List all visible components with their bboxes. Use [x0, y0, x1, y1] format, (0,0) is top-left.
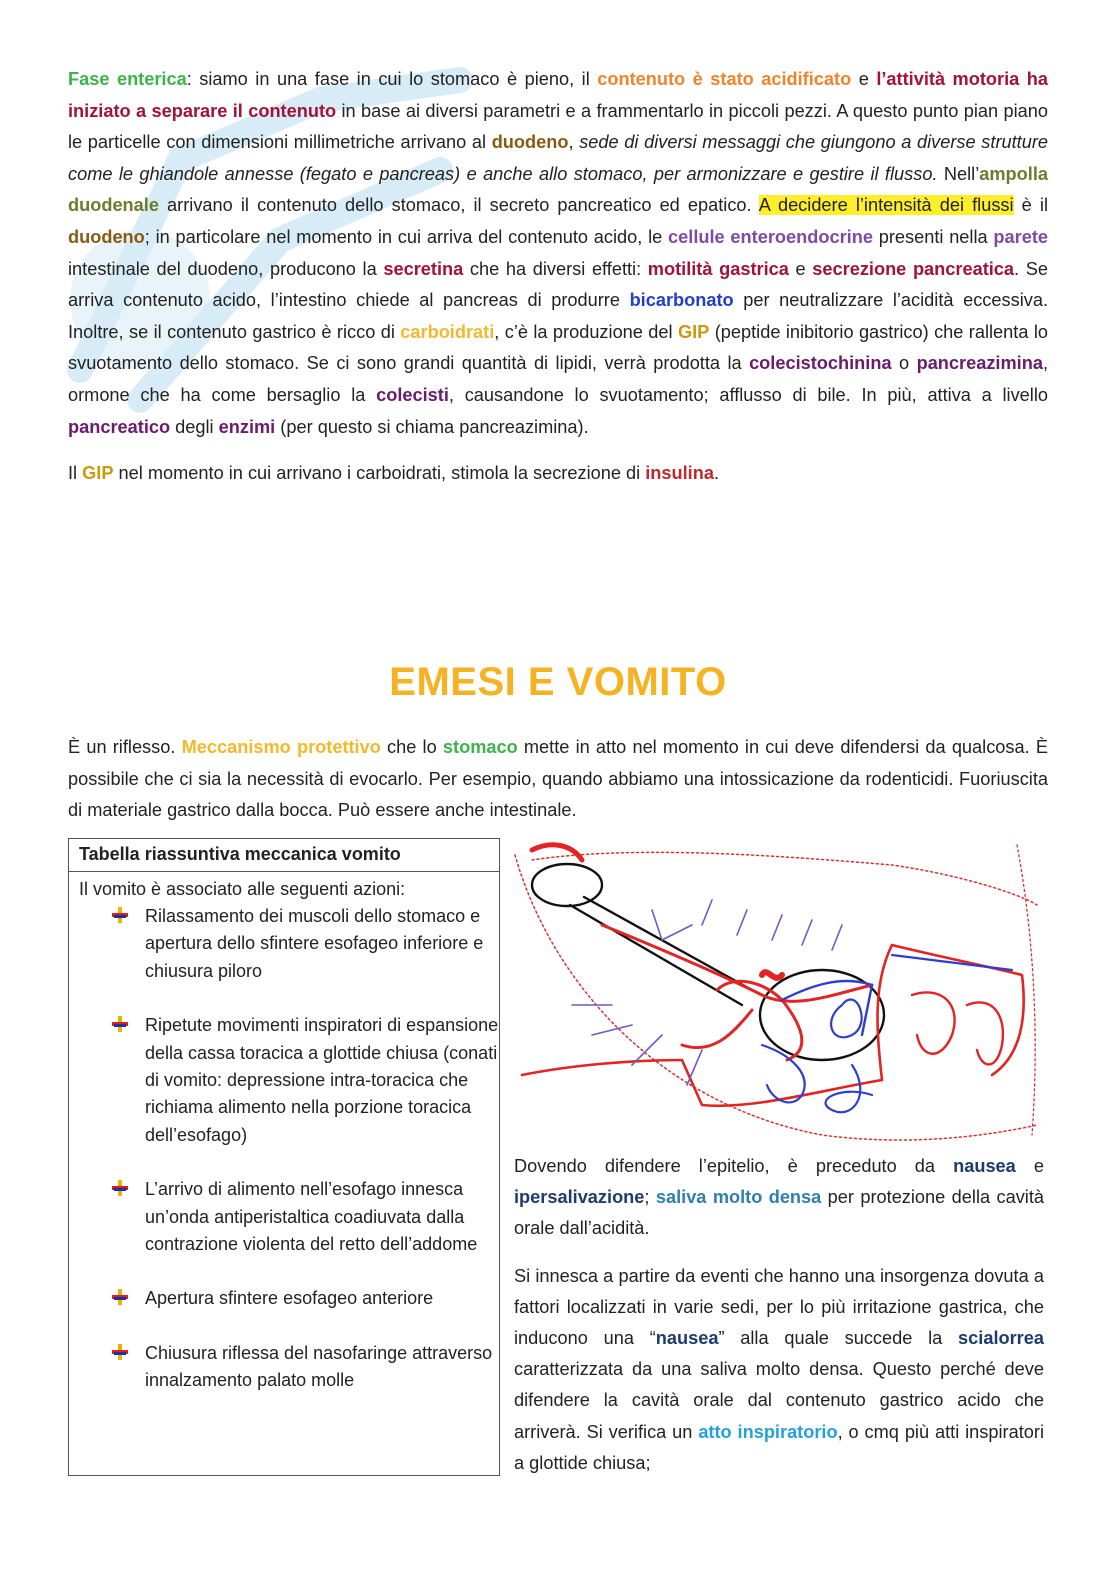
list-item-text: L’arrivo di alimento nell’esofago innesca un’onda antiperistaltica coadiuvata dalla contrazione violenta del retto dell’addome: [145, 1179, 478, 1255]
term-motilita-gastrica: motilità gastrica: [647, 258, 789, 279]
vomit-reflex-drawing: [512, 835, 1042, 1150]
term-stomaco: stomaco: [442, 737, 518, 757]
text-span: , o cmq più atti inspiratori a glottide chiusa;: [514, 1421, 1044, 1473]
text-span: È un riflesso.: [68, 737, 182, 757]
text-span: ;: [644, 1187, 656, 1208]
text-span: ; in particolare nel momento in cui arriva del contenuto acido, le: [144, 226, 669, 247]
paragraph-innesco: [514, 1261, 1044, 1479]
term-ampolla-duodenale: ampolla duodenale: [68, 163, 1048, 216]
text-span: Si innesca a partire da eventi che hanno una insorgenza dovuta a fattori localizzati in varie sedi, per lo più irritazione gastrica, che inducono una “: [514, 1265, 1044, 1349]
italic-note: sede di diversi messaggi che giungono a diverse strutture come le ghiandole annesse (fegato e pancreas) e anche allo stomaco, per armonizzare e gestire il flusso.: [68, 132, 1049, 184]
list-item-text: Chiusura riflessa del nasofaringe attraverso innalzamento palato molle: [145, 1342, 493, 1391]
term-fase-enterica: Fase enterica: [68, 69, 187, 89]
term-scialorrea: scialorrea: [958, 1328, 1044, 1349]
paragraph-fase-enterica: [68, 64, 1048, 443]
list-item: [145, 1012, 499, 1149]
term-meccanismo-protettivo: Meccanismo protettivo: [181, 737, 381, 757]
list-item: [145, 1176, 499, 1258]
text-span: e: [788, 258, 813, 279]
text-span: o: [891, 353, 917, 374]
text-span: , causandone lo svuotamento; afflusso di bile. In più, attiva a livello: [448, 384, 1048, 405]
term-bicarbonato: bicarbonato: [629, 290, 734, 311]
text-span: degli: [170, 416, 219, 437]
list-item-text: Apertura sfintere esofageo anteriore: [145, 1288, 434, 1309]
list-item-text: Ripetute movimenti inspiratori di espansione della cassa toracica a glottide chiusa (conati di vomito: depressione intra-toracica che richiama alimento nella porzione toracica dell’esofago): [145, 1015, 499, 1145]
text-span: (peptide inibitorio gastrico) che rallenta lo svuotamento dello stomaco. Se ci sono grandi quantità di lipidi, verrà prodotta la: [68, 321, 1048, 374]
text-span: , c’è la produzione del: [494, 321, 678, 342]
text-span: caratterizzata da una saliva molto densa. Questo perché deve difendere la cavità orale dal contenuto gastrico acido che arriverà. Si verifica un: [514, 1359, 1044, 1442]
term-insulina: insulina: [645, 463, 714, 484]
text-span: .: [713, 463, 719, 484]
term-duodeno: duodeno: [491, 132, 569, 153]
text-span: mette in atto nel momento in cui deve difendersi da qualcosa. È possibile che ci sia la necessità di evocarlo. Per esempio, quando abbiamo una intossicazione da rodenticidi. Fuoriuscita di materiale gastrico dalla bocca. Può essere anche intestinale.: [68, 737, 1049, 821]
table-intro: Il vomito è associato alle seguenti azioni:: [79, 879, 406, 899]
term-nausea: nausea: [953, 1156, 1016, 1176]
text-span: e: [851, 69, 877, 89]
term-colecistochinina: colecistochinina: [749, 353, 892, 374]
term-carboidrati: carboidrati: [400, 321, 495, 342]
text-span: Nell’: [937, 163, 980, 184]
text-span: Dovendo difendere l’epitelio, è preceduto da: [514, 1156, 954, 1176]
term-pancreatico: pancreatico: [68, 416, 171, 437]
term-gip: GIP: [82, 463, 114, 484]
page-content: [68, 64, 1049, 821]
paragraph-riflesso: [68, 732, 1048, 827]
text-span: , ormone che ha come bersaglio la: [68, 353, 1048, 405]
term-nausea: nausea: [655, 1328, 719, 1349]
term-saliva-densa: saliva molto densa: [655, 1187, 822, 1208]
list-item: [145, 903, 499, 985]
list-item: [145, 1285, 499, 1312]
text-span: : siamo in una fase in cui lo stomaco è pieno, il: [186, 69, 598, 89]
table-list: [69, 903, 499, 1395]
arrow-bullet-icon: [111, 1343, 129, 1361]
text-span: (per questo si chiama pancreazimina).: [275, 416, 589, 437]
text-span: ,: [568, 132, 580, 153]
arrow-bullet-icon: [111, 1015, 129, 1033]
term-enzimi: enzimi: [218, 416, 276, 437]
text-span: per neutralizzare l’acidità eccessiva. Inoltre, se il contenuto gastrico è ricco di: [68, 290, 1049, 342]
right-column: [514, 1151, 1044, 1479]
term-gip: GIP: [677, 321, 710, 342]
term-secretina: secretina: [383, 258, 464, 279]
term-pancreazimina: pancreazimina: [916, 353, 1043, 374]
term-cellule-enteroendocrine: cellule enteroendocrine: [668, 226, 873, 247]
term-duodeno: duodeno: [68, 226, 145, 247]
term-attivita-motoria: l’attività motoria ha iniziato a separare il contenuto: [68, 69, 1048, 121]
text-span: Il: [68, 463, 83, 484]
term-contenuto-acidificato: contenuto è stato acidificato: [597, 69, 852, 89]
arrow-bullet-icon: [111, 1179, 129, 1197]
section-title: EMESI E VOMITO: [389, 660, 727, 704]
paragraph-nausea: [514, 1151, 1044, 1245]
arrow-bullet-icon: [111, 906, 129, 924]
text-span: ” alla quale succede la: [718, 1328, 959, 1349]
table-header: Tabella riassuntiva meccanica vomito: [69, 839, 499, 872]
text-span: e: [1015, 1156, 1044, 1176]
paragraph-gip: [68, 458, 1048, 490]
text-span: intestinale del duodeno, producono la: [68, 258, 384, 279]
list-item-text: Rilassamento dei muscoli dello stomaco e apertura dello sfintere esofageo inferiore e chiusura piloro: [145, 906, 484, 981]
list-item: [145, 1340, 499, 1395]
summary-table: [68, 838, 500, 1476]
text-span: che ha diversi effetti:: [463, 258, 648, 279]
term-atto-inspiratorio: atto inspiratorio: [698, 1421, 838, 1442]
text-span: che lo: [380, 737, 443, 757]
term-ipersalivazione: ipersalivazione: [514, 1187, 645, 1208]
text-span: presenti nella: [872, 226, 994, 247]
text-span: in base ai diversi parametri e a frammentarlo in piccoli pezzi. A questo punto pian piano le particelle con dimensioni millimetriche arrivano al: [68, 100, 1048, 153]
term-colecisti: colecisti: [376, 384, 449, 405]
term-secrezione-pancreatica: secrezione pancreatica: [812, 258, 1015, 279]
arrow-bullet-icon: [111, 1288, 129, 1306]
highlighted-text: A decidere l’intensità dei flussi: [758, 195, 1014, 216]
text-span: arrivano il contenuto dello stomaco, il secreto pancreatico ed epatico.: [158, 195, 759, 216]
term-parete: parete: [993, 226, 1048, 247]
text-span: è il: [1013, 195, 1048, 216]
text-span: per protezione della cavità orale dall’acidità.: [514, 1187, 1045, 1239]
text-span: nel momento in cui arrivano i carboidrati, stimola la secrezione di: [113, 463, 646, 484]
text-span: . Se arriva contenuto acido, l’intestino chiede al pancreas di produrre: [68, 258, 1048, 311]
